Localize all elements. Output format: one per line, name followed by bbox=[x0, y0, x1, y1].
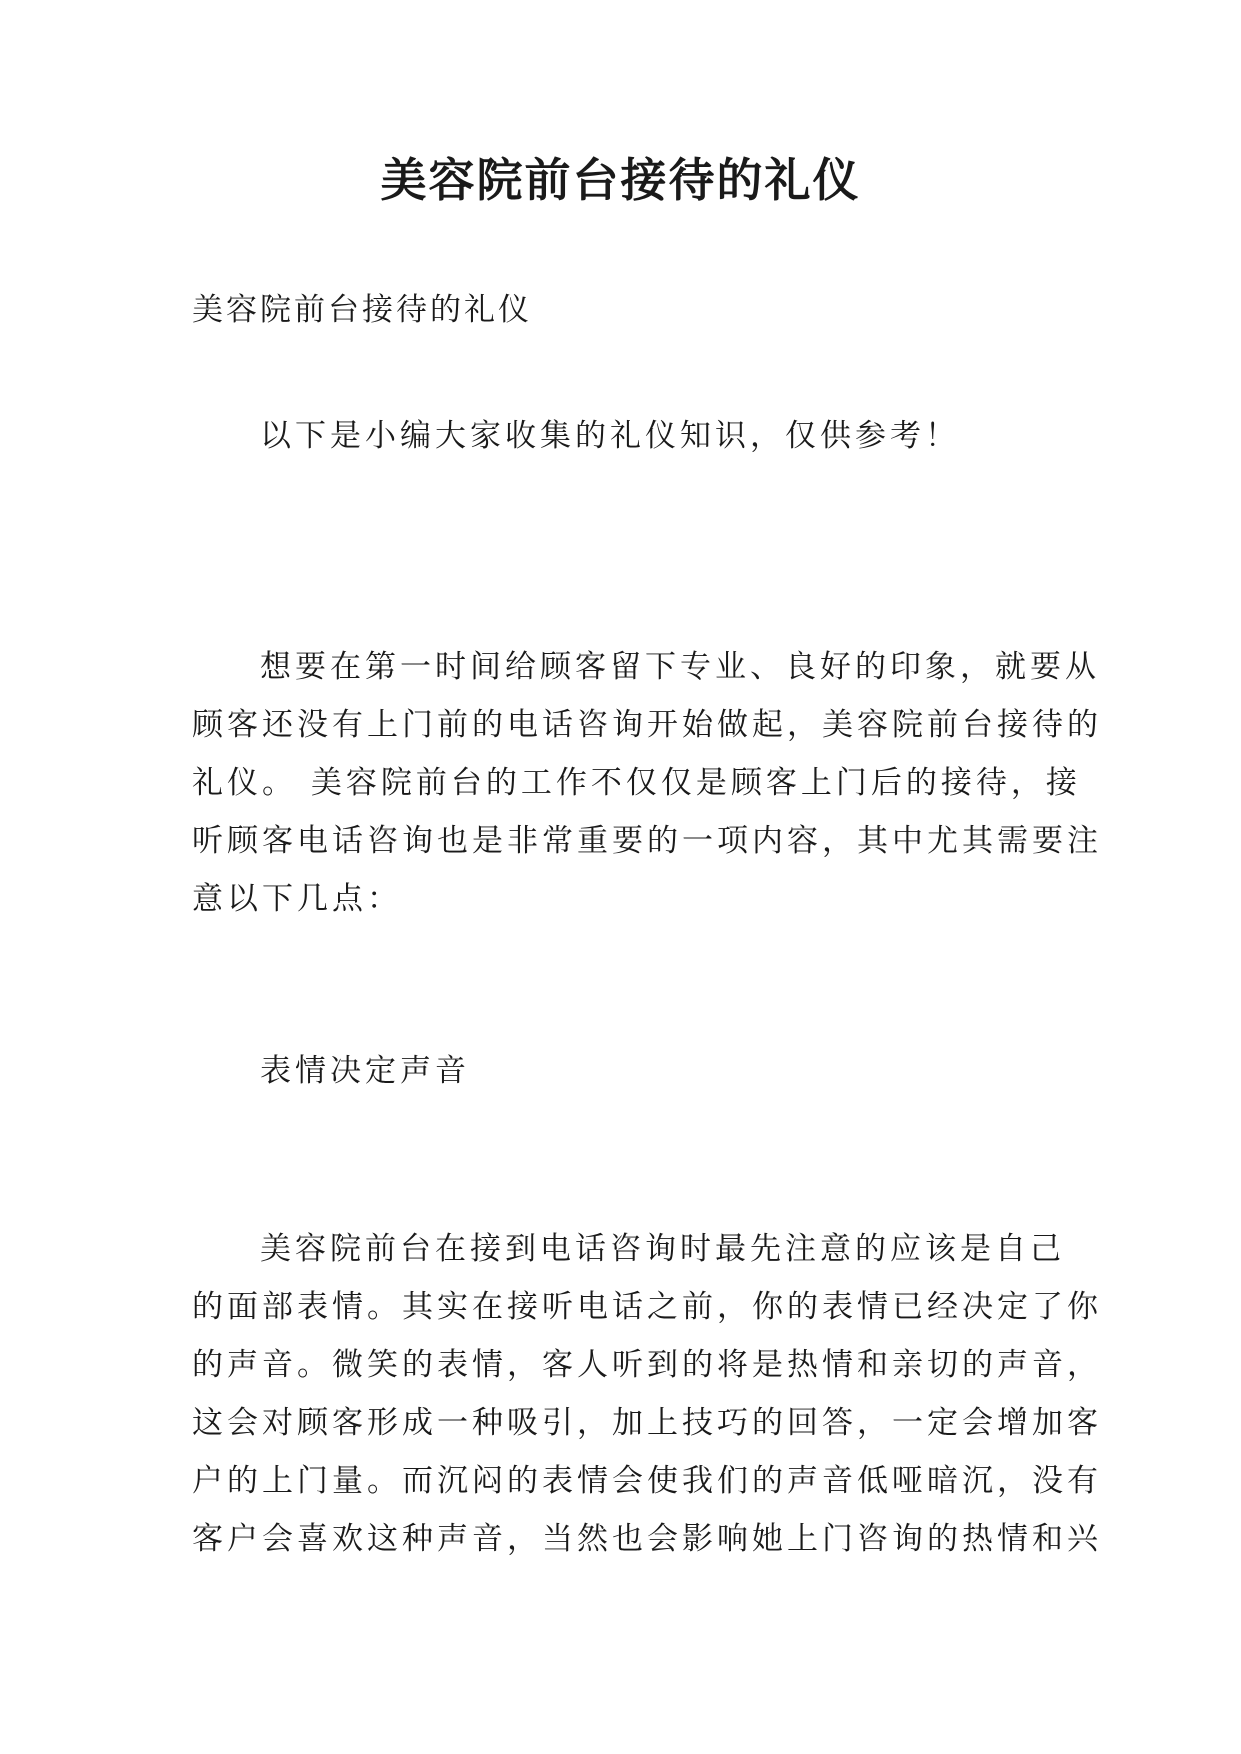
section-heading-text: 表情决定声音 bbox=[260, 1053, 470, 1089]
paragraph-line: 的声音。微笑的表情，客人听到的将是热情和亲切的声音， bbox=[192, 1347, 1102, 1383]
paragraph-line: 听顾客电话咨询也是非常重要的一项内容，其中尤其需要注 bbox=[192, 823, 1102, 859]
paragraph-line: 礼仪。 美容院前台的工作不仅仅是顾客上门后的接待，接 bbox=[192, 765, 1081, 801]
document-subtitle: 美容院前台接待的礼仪 bbox=[192, 292, 532, 328]
document-title: 美容院前台接待的礼仪 bbox=[380, 153, 861, 207]
paragraph-line: 这会对顾客形成一种吸引，加上技巧的回答，一定会增加客 bbox=[192, 1405, 1102, 1441]
paragraph-line: 美容院前台在接到电话咨询时最先注意的应该是自己 bbox=[260, 1231, 1065, 1267]
paragraph-line: 的面部表情。其实在接听电话之前，你的表情已经决定了你 bbox=[192, 1289, 1102, 1325]
section-heading bbox=[192, 1042, 1062, 1100]
paragraph-phone-consultation bbox=[192, 638, 1102, 928]
paragraph-facial-expression bbox=[192, 1220, 1102, 1568]
intro-paragraph bbox=[192, 407, 1062, 465]
intro-line: 以下是小编大家收集的礼仪知识，仅供参考！ bbox=[260, 418, 960, 454]
paragraph-line: 意以下几点： bbox=[192, 881, 402, 917]
paragraph-line: 户的上门量。而沉闷的表情会使我们的声音低哑暗沉，没有 bbox=[192, 1463, 1102, 1499]
paragraph-line: 顾客还没有上门前的电话咨询开始做起，美容院前台接待的 bbox=[192, 707, 1102, 743]
paragraph-line: 客户会喜欢这种声音，当然也会影响她上门咨询的热情和兴 bbox=[192, 1521, 1102, 1557]
paragraph-line: 想要在第一时间给顾客留下专业、良好的印象，就要从 bbox=[260, 649, 1100, 685]
